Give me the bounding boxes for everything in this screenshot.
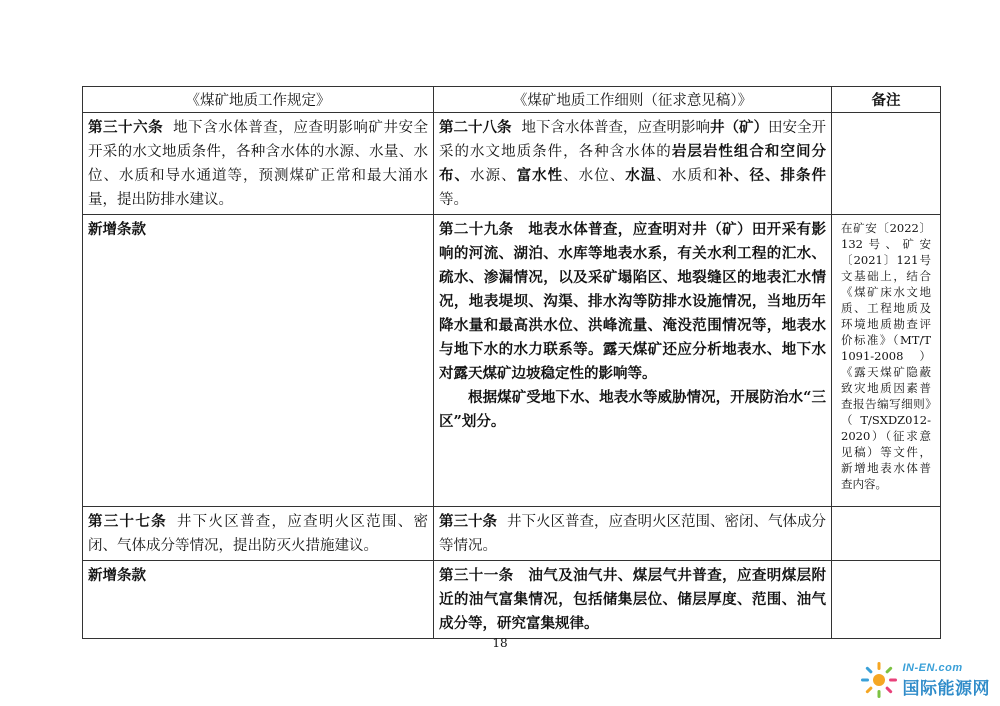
remarks-cell [832, 113, 941, 215]
old-article-cell [83, 215, 434, 507]
text-segment: 、水质和 [656, 168, 719, 184]
old-article-cell [83, 561, 434, 639]
sun-logo-icon [859, 660, 899, 700]
article-text: 井下火区普查，应查明火区范围、密闭、气体成分等情况，提出防灭火措施建议。 [88, 514, 428, 554]
old-article-cell [83, 507, 434, 561]
remarks-cell [832, 507, 941, 561]
article-title: 第三十六条 [88, 119, 164, 136]
remarks-cell [832, 561, 941, 639]
text-segment: 补、径、排条件 [718, 167, 827, 184]
page-number: 18 [492, 636, 508, 650]
watermark-logo [859, 660, 991, 700]
comparison-table [82, 86, 941, 639]
text-segment: 水源、 [470, 168, 517, 184]
article-title: 第三十条 [439, 513, 497, 530]
article-title: 第二十八条 [439, 119, 512, 136]
table-row [83, 561, 941, 639]
article-paragraph: 根据煤矿受地下水、地表水等威胁情况，开展防治水“三区”划分。 [439, 389, 826, 430]
text-segment: 等。 [439, 192, 468, 208]
table-header-row [83, 87, 941, 113]
text-segment: 水温 [625, 167, 657, 184]
text-segment: 、水位、 [563, 168, 626, 184]
new-article-cell [434, 507, 832, 561]
header-new-draft: 《煤矿地质工作细则（征求意见稿）》 [434, 87, 832, 113]
article-text: 地下含水体普查，应查明影响矿井安全开采的水文地质条件，各种含水体的水源、水量、水位、水质和导水通道等，预测煤矿正常和最大涌水量，提出防排水建议。 [88, 120, 429, 208]
new-article-cell [434, 215, 832, 507]
new-article-cell [434, 113, 832, 215]
text-segment: 田安全开采的水文地质条件，各种含水体的 [439, 120, 826, 160]
article-text: 井下火区普查，应查明火区范围、密闭、气体成分等情况。 [439, 514, 826, 554]
text-segment: 井（矿） [710, 119, 768, 136]
text-segment: 岩层岩性组合和空间分布、 [439, 143, 826, 184]
article-text: 第三十一条 油气及油气井、煤层气井普查，应查明煤层附近的油气富集情况，包括储集层位、储层厚度、范围、油气成分等，研究富集规律。 [439, 567, 826, 632]
watermark-name: 国际能源网 [902, 678, 990, 699]
header-remarks: 备注 [832, 87, 941, 113]
article-title: 第三十七条 [88, 513, 167, 530]
new-clause-label: 新增条款 [88, 221, 146, 238]
new-clause-label: 新增条款 [88, 567, 146, 584]
watermark-url: IN-EN.com [902, 661, 963, 674]
header-old-regulation: 《煤矿地质工作规定》 [83, 87, 434, 113]
remarks-text: 在矿安〔2022〕132号、矿安〔2021〕121号文基础上，结合《煤矿床水文地质、工程地质及环境地质勘查评价标准》（MT/T 1091-2008）《露天煤矿隐蔽致灾地质因素普查报告编写细则》（T/SXDZ012-2020）（征求意见稿）等文件，新增地表水体普查内容。 [841, 221, 931, 491]
new-article-cell [434, 561, 832, 639]
text-segment: 地下含水体普查，应查明影响 [521, 120, 710, 136]
remarks-cell [832, 215, 941, 507]
text-segment: 富水性 [516, 167, 564, 184]
table-row [83, 507, 941, 561]
table-row [83, 113, 941, 215]
old-article-cell [83, 113, 434, 215]
article-paragraph: 第二十九条 地表水体普查，应查明对井（矿）田开采有影响的河流、湖泊、水库等地表水系，有关水利工程的汇水、疏水、渗漏情况，以及采矿塌陷区、地裂缝区的地表汇水情况，地表堤坝、沟渠、排水沟等防排水设施情况，当地历年降水量和最高洪水位、洪峰流量、淹没范围情况等，地表水与地下水的水力联系等。露天煤矿还应分析地表水、地下水对露天煤矿边坡稳定性的影响等。 [439, 221, 826, 382]
table-row [83, 215, 941, 507]
